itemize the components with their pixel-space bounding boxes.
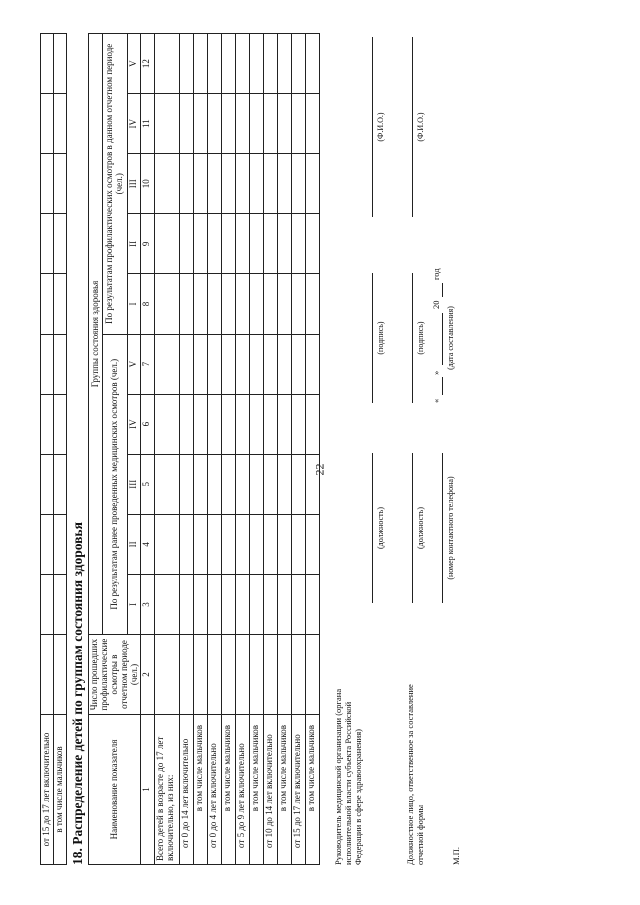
date-year-line [442, 283, 443, 297]
row-label: в том числе мальчиков [306, 714, 320, 864]
column-number: 5 [141, 454, 155, 514]
group-header: I [127, 574, 141, 634]
row-label: от 15 до 17 лет включительно [292, 714, 306, 864]
phone-line [442, 453, 443, 603]
date-year-suffix: год [431, 267, 442, 280]
top-continuation-table [40, 33, 67, 865]
column-number: 10 [141, 153, 155, 213]
column-number: 4 [141, 514, 155, 574]
form-body [40, 33, 480, 865]
head-fio-line [372, 37, 373, 217]
responsible-position-caption: (должность) [416, 506, 426, 549]
table-row [292, 33, 306, 864]
date-quote-close: » [431, 370, 442, 375]
table-row [180, 33, 194, 864]
date-month-line [442, 313, 443, 365]
responsible-signature-line [412, 273, 413, 403]
row-label: Всего детей в возрасте до 17 лет включительно, из них: [155, 714, 180, 864]
column-number: 8 [141, 273, 155, 333]
column-number: 2 [141, 634, 155, 714]
group-header: II [127, 514, 141, 574]
header-groups: Группы состояния здоровья [89, 33, 103, 634]
header-current: По результатам профилактических осмотров в данном отчетном периоде (чел.) [102, 33, 127, 334]
head-caption: Руководитель медицинской организации (органа исполнительной власти субъекта Российской Федерации в сфере здравоохранения) [333, 688, 363, 865]
column-number: 12 [141, 33, 155, 93]
table-row [306, 33, 320, 864]
mp-stamp-label: М.П. [451, 846, 462, 865]
group-header: IV [127, 93, 141, 153]
column-number: 9 [141, 213, 155, 273]
table-row [250, 33, 264, 864]
row-label: от 0 до 4 лет включительно [208, 714, 222, 864]
row-label: в том числе мальчиков [278, 714, 292, 864]
head-fio-caption: (Ф.И.О.) [376, 111, 386, 142]
signature-block [330, 33, 480, 865]
date-day-line [442, 377, 443, 395]
section-title: 18. Распределение детей по группам состояния здоровья [70, 521, 85, 865]
responsible-position-line [412, 453, 413, 603]
row-label: в том числе мальчиков [54, 714, 67, 864]
health-groups-table [88, 33, 320, 865]
row-label: в том числе мальчиков [194, 714, 208, 864]
group-header: V [127, 334, 141, 394]
responsible-fio-caption: (Ф.И.О.) [416, 111, 426, 142]
table-row [222, 33, 236, 864]
table-row [208, 33, 222, 864]
column-number-row [141, 33, 155, 864]
table-row [264, 33, 278, 864]
page-number: 22 [312, 463, 327, 476]
row-label: в том числе мальчиков [222, 714, 236, 864]
table-row [41, 33, 54, 864]
group-header: IV [127, 394, 141, 454]
table-row [278, 33, 292, 864]
table-row [54, 33, 67, 864]
group-header: V [127, 33, 141, 93]
table-row [155, 33, 180, 864]
group-header: I [127, 273, 141, 333]
date-quote-open: « [431, 398, 442, 403]
column-number: 11 [141, 93, 155, 153]
row-label: от 10 до 14 лет включительно [264, 714, 278, 864]
group-header: III [127, 454, 141, 514]
date-caption: (дата составления) [446, 305, 456, 370]
column-number: 6 [141, 394, 155, 454]
rotated-page-content [20, 13, 620, 893]
table-row [236, 33, 250, 864]
column-number: 7 [141, 334, 155, 394]
date-year-prefix: 20 [431, 300, 442, 309]
responsible-caption: Должностное лицо, ответственное за составление отчетной формы [405, 683, 426, 865]
row-label: в том числе мальчиков [250, 714, 264, 864]
column-number: 1 [141, 714, 155, 864]
head-signature-caption: (подпись) [376, 320, 386, 355]
row-label: от 5 до 9 лет включительно [236, 714, 250, 864]
header-previous: По результатам ранее проведенных медицинских осмотров (чел.) [102, 334, 127, 634]
head-position-line [372, 453, 373, 603]
table-row [194, 33, 208, 864]
header-name: Наименование показателя [89, 714, 141, 864]
column-number: 3 [141, 574, 155, 634]
responsible-fio-line [412, 37, 413, 217]
phone-caption: (номер контактного телефона) [446, 475, 456, 580]
row-label: от 15 до 17 лет включительно [41, 714, 54, 864]
group-header: III [127, 153, 141, 213]
group-header: II [127, 213, 141, 273]
responsible-signature-caption: (подпись) [416, 320, 426, 355]
head-signature-line [372, 273, 373, 403]
header-count: Число прошедших профилактические осмотры в отчетном периоде (чел.) [89, 634, 141, 714]
row-label: от 0 до 14 лет включительно [180, 714, 194, 864]
head-position-caption: (должность) [376, 506, 386, 549]
